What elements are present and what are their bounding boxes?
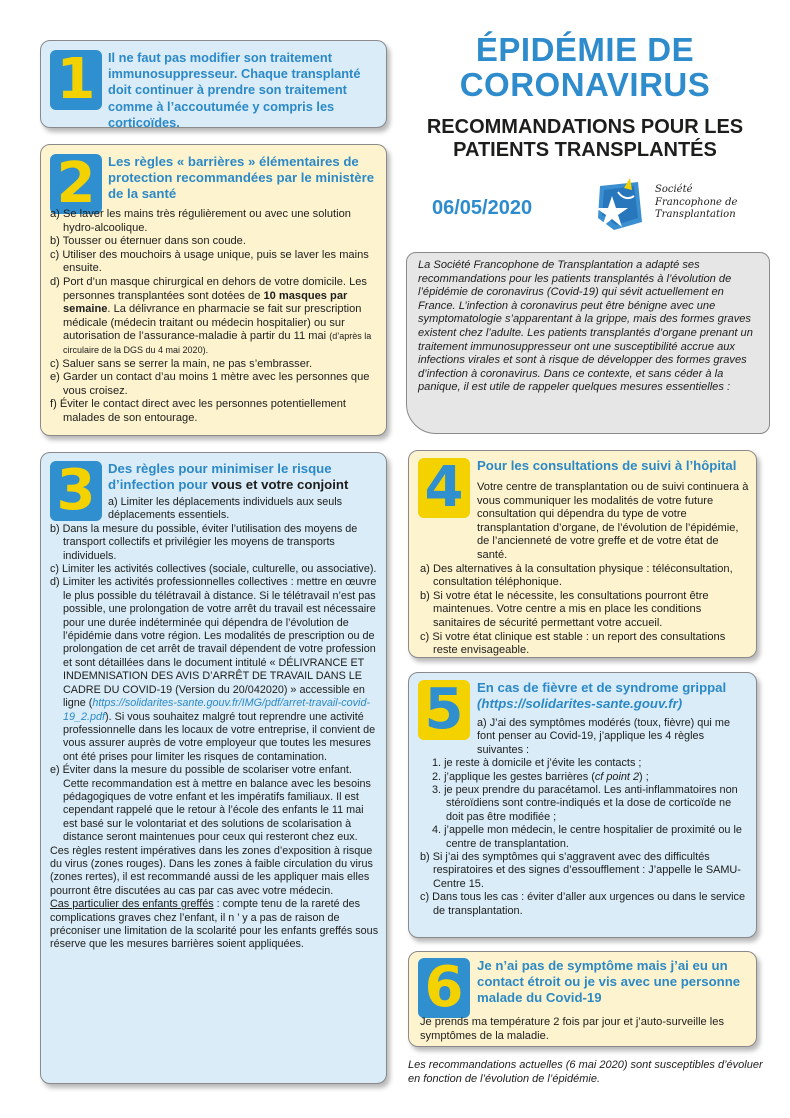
list-item: c) Utiliser des mouchoirs à usage unique, puis se laver les mains ensuite. xyxy=(50,248,369,275)
list-item: b) Tousser ou éternuer dans son coude. xyxy=(50,235,246,248)
section-5-title: En cas de fièvre et de syndrome grippal (https://solidarites-sante.gouv.fr) xyxy=(477,680,749,712)
section-5-number-badge: 5 xyxy=(418,680,470,740)
section-4-number-badge: 4 xyxy=(418,458,470,518)
list-item: a) J’ai des symptômes modérés (toux, fièvre) qui me font penser au Covid-19, j’applique les 4 règles suivantes : xyxy=(477,717,730,756)
list-item: c) Limiter les activités collectives (sociale, culturelle, ou associative). xyxy=(50,563,377,576)
list-item: e) Garder un contact d’au moins 1 mètre avec les personnes que vous croisez. xyxy=(50,371,370,397)
guide-link[interactable]: https://solidarites-sante.gouv.fr/IMG/pdf/arret-travail-covid-19_2.pdf xyxy=(63,697,371,723)
section-6-number-badge: 6 xyxy=(418,958,470,1018)
list-item: a) Limiter les déplacements individuels aux seuls déplacements essentiels. xyxy=(108,496,343,522)
list-item: f) Éviter le contact direct avec les personnes potentiellement malades de son entourage. xyxy=(50,398,346,424)
ministry-link[interactable]: (https://solidarites-sante.gouv.fr) xyxy=(477,696,683,711)
list-item: d) Port d’un masque chirurgical en dehors de votre domicile. Les personnes transplantées sont dotées de 10 masques par semaine. La délivrance en pharmacie se fait sur prescription médicale (médecin traitant ou médecin hospitalier) ou sur autorisation de l’assurance-maladie à partir du 11 mai (d’après la circulaire de la DGS du 4 mai 2020). xyxy=(50,275,372,355)
list-item: 2. j’applique les gestes barrières (cf point 2) ; xyxy=(432,770,649,783)
list-item: b) Si j’ai des symptômes qui s’aggravent avec des difficultés respiratoires et des signes d’essoufflement : J’appelle le SAMU- Centre 15. xyxy=(420,851,741,890)
section-2-number-badge: 2 xyxy=(50,154,102,214)
section-3-number-badge: 3 xyxy=(50,461,102,521)
list-item: d) Limiter les activités professionnelles collectives : mettre en œuvre le plus possible du télétravail à distance. Si le télétravail n’est pas possible, une prolongation de votre arrêt du travail est nécessaire pour une durée indéterminée qui dépendra de l’évolution de l’épidémie dans votre région. Les modalités de prescription ou de prolongation de cet arrêt de travail dépendent de votre profession et sont détaillées dans le document intitulé « DÉLIVRANCE ET INDEMNISATION DES AVIS D’ARRÊT DE TRAVAIL DANS LE CADRE DU COVID-19 (Version du 20/042020) » accessible en ligne (https://solidarites-sante.gouv.fr/IMG/pdf/arret-travail-covid-19_2.pdf). Si vous souhaitez malgré tout reprendre une activité professionnelle dans les locaux de votre entreprise, il convient de vous assurer auprès de votre employeur que toutes les mesures ont été prises pour limiter les risques de contamination. xyxy=(50,576,377,763)
section-6-title: Je n’ai pas de symptôme mais j’ai eu un contact étroit ou je vis avec une personne malade du Covid-19 xyxy=(477,958,741,1005)
section-3-title: Des règles pour minimiser le risque d’infection pour vous et votre conjoint xyxy=(108,461,349,492)
list-item: e) Éviter dans la mesure du possible de scolariser votre enfant. Cette recommandation est à mettre en balance avec les besoins pédagogiques de votre enfant et les impératifs familiaux. Il est cependant rappelé que le retour à l’école des enfants le 11 mai est basé sur le volontariat et des solutions de scolarisation à distance seront maintenues pour ceux qui resteront chez eux. xyxy=(50,764,371,844)
list-item: c) Saluer sans se serrer la main, ne pas s’embrasser. xyxy=(50,357,313,370)
section-2-title: Les règles « barrières » élémentaires de protection recommandées par le ministère de la santé xyxy=(108,154,375,201)
intro-text: La Société Francophone de Transplantation a adapté ses recommandations pour les patients transplantés à l’évolution de l’épidémie de coronavirus (Covid-19) qui sévit actuellement en France. L’infection à coronavirus peut être bénigne avec une symptomatologie s’apparentant à la grippe, mais des formes graves existent chez l’adulte. Les patients transplantés d’organe prenant un traitement immunosuppresseur ont une susceptibilité accrue aux infections virales et sont à risque de développer des formes graves d’infection à coronavirus. Dans ce contexte, et sans céder à la panique, il est utile de rappeler quelques mesures essentielles : xyxy=(418,259,753,394)
section-3-list xyxy=(50,496,380,952)
list-item: b) Si votre état le nécessite, les consultations pourront être maintenues. Votre centre a mis en place les conditions sanitaires de sécurité permettant votre accueil. xyxy=(420,589,709,629)
footnote: Les recommandations actuelles (6 mai 2020) sont susceptibles d’évoluer en fonction de l’évolution de l’épidémie. xyxy=(408,1059,763,1085)
list-item: 4. j’appelle mon médecin, le centre hospitalier de proximité ou le centre de transplantation. xyxy=(432,824,742,850)
section-4-title: Pour les consultations de suivi à l’hôpital xyxy=(477,458,737,473)
section-4-list xyxy=(420,481,750,658)
section-1-text: Il ne faut pas modifier son traitement immunosuppresseur. Chaque transplanté doit continuer à prendre son traitement comme à l’accoutumée y compris les corticoïdes. xyxy=(108,50,361,130)
list-item: 1. je reste à domicile et j’évite les contacts ; xyxy=(432,757,642,770)
section-1-number-badge: 1 xyxy=(50,50,102,110)
logo-text: Société Francophone de Transplantation xyxy=(655,184,738,220)
list-item: c) Si votre état clinique est stable : un report des consultations reste envisageable. xyxy=(420,630,726,657)
list-item: 3. je peux prendre du paracétamol. Les anti-inflammatoires non stéroïdiens sont contre-indiqués et la dose de corticoïde ne doit pas être modifiée ; xyxy=(432,784,738,823)
paragraph: Ces règles restent impératives dans les zones d’exposition à risque du virus (zones rouges). Dans les zones à faible circulation du virus (zones rertes), il est recommandé aussi de les appliquer mais elles pourront être discutées au cas par cas avec votre médecin. xyxy=(50,844,373,897)
date: 06/05/2020 xyxy=(432,197,533,219)
list-item: a) Se laver les mains très régulièrement ou avec une solution hydro-alcoolique. xyxy=(50,208,351,234)
paragraph: Votre centre de transplantation ou de suivi continuera à vous communiquer les modalités de votre future consultation qui dépendra du type de votre transplantation d’organe, de l’évolution de l’épidémie, de l’ancienneté de votre greffe et de votre état de santé. xyxy=(477,481,749,561)
paragraph: Cas particulier des enfants greffés : compte tenu de la rareté des complications graves chez l’enfant, il n ’ y a pas de raison de préconiser une limitation de la scolarité pour les enfants greffés sous réserve que les mesures barrières soient appliquées. xyxy=(50,898,379,951)
section-6-text: Je prends ma température 2 fois par jour et j’auto-surveille les symptômes de la maladie. xyxy=(420,1016,724,1042)
page-title: ÉPIDÉMIE DE CORONAVIRUS xyxy=(459,31,711,103)
list-item: b) Dans la mesure du possible, éviter l’utilisation des moyens de transport collectifs et privilégier les moyens de transports individuels. xyxy=(50,522,358,562)
section-5-list xyxy=(420,717,750,918)
list-item: a) Des alternatives à la consultation physique : téléconsultation, consultation téléphonique. xyxy=(420,562,733,589)
page-subtitle: RECOMMANDATIONS POUR LES PATIENTS TRANSPLANTÉS xyxy=(426,116,744,161)
list-item: c) Dans tous les cas : éviter d’aller aux urgences ou dans le service de transplantation. xyxy=(420,891,746,917)
section-2-list xyxy=(50,208,378,426)
